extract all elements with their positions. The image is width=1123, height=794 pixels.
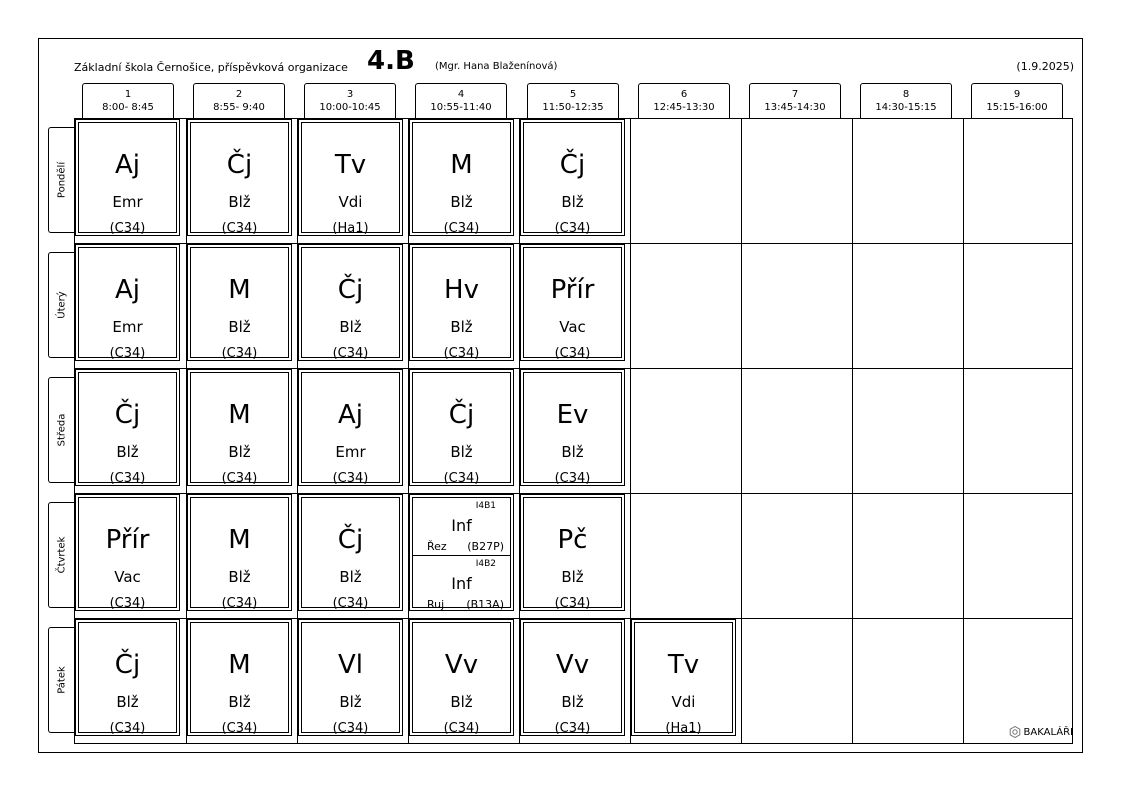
lesson-cell[interactable] [520,119,625,236]
lesson-cell[interactable] [187,369,292,486]
timetable-date: (1.9.2025) [1016,60,1074,73]
room: (Ha1) [332,221,369,236]
lesson-cell[interactable] [75,494,180,611]
lesson-cell[interactable] [298,494,403,611]
teacher: Blž [339,693,362,711]
period-number: 9 [1013,89,1021,100]
teacher: Blž [228,568,251,586]
subject: Inf [451,516,472,535]
grid-column-line [963,118,964,744]
lesson-cell-inner [78,622,177,736]
lesson-cell[interactable] [298,244,403,361]
subject: Vv [555,650,590,680]
lesson-cell-inner [412,372,511,486]
room: (C34) [109,221,146,236]
teacher: Blž [450,193,473,211]
day-name: Středa [56,413,68,447]
class-name: 4.B [367,46,415,76]
room: (C34) [221,721,258,736]
subject: Tv [334,150,367,180]
lesson-cell[interactable] [520,619,625,736]
period-number: 6 [680,89,688,100]
grid-column-line [852,118,853,744]
lesson-cell[interactable] [187,119,292,236]
teacher: Emr [112,193,143,211]
period-number: 3 [346,89,354,100]
subject: Čj [114,650,141,680]
lesson-cell-inner [301,122,400,236]
teacher: Blž [228,193,251,211]
subject: Aj [114,150,140,180]
teacher: Řez [427,540,447,553]
lesson-cell-inner [190,622,289,736]
lesson-cell[interactable] [75,244,180,361]
period-time: 8:00- 8:45 [102,102,154,113]
room: (C34) [443,221,480,236]
lesson-cell[interactable] [409,244,514,361]
grid-column-line [741,118,742,744]
period-header-1 [82,83,174,118]
day-label-5 [48,627,75,733]
subject: M [228,400,251,430]
subject: Tv [667,650,700,680]
lesson-cell-inner [412,622,511,736]
teacher: Blž [450,443,473,461]
lesson-cell-inner [301,372,400,486]
room: (C34) [443,346,480,361]
group-name: I4B1 [475,501,496,511]
room: (C34) [443,471,480,486]
subject: Přír [550,275,595,305]
teacher: Ruj [427,598,445,611]
room: (C34) [554,721,591,736]
lesson-cell[interactable] [187,244,292,361]
teacher: Blž [450,318,473,336]
subject: M [450,150,473,180]
lesson-cell-inner [190,497,289,611]
teacher: Blž [561,693,584,711]
room: (C34) [221,596,258,611]
teacher: Vdi [338,193,363,211]
bakalari-logo [1009,726,1073,738]
group-lesson [413,556,510,613]
logo-text: BAKALÁŘI [1023,726,1073,738]
day-name: Čtvrtek [56,536,68,574]
subject: Čj [226,150,253,180]
room: (C34) [221,471,258,486]
subject: Inf [451,574,472,593]
lesson-cell-inner [523,622,622,736]
lesson-cell-inner [301,247,400,361]
room: (C34) [221,221,258,236]
subject: Vl [337,650,363,680]
lesson-cell-inner [523,247,622,361]
subject: Čj [448,400,475,430]
room: (B13A) [466,598,504,611]
lesson-cell[interactable] [409,494,514,611]
lesson-cell[interactable] [298,119,403,236]
day-name: Úterý [56,291,68,319]
lesson-cell-inner [412,497,511,611]
lesson-cell[interactable] [75,619,180,736]
lesson-cell-inner [301,497,400,611]
room: (C34) [554,596,591,611]
subject: Přír [105,525,150,555]
lesson-cell[interactable] [409,619,514,736]
subject: Pč [557,525,588,555]
teacher: Blž [561,193,584,211]
room: (B27P) [467,540,504,553]
period-time: 10:00-10:45 [319,102,381,113]
lesson-cell[interactable] [187,494,292,611]
period-time: 15:15-16:00 [986,102,1048,113]
lesson-cell-inner [78,247,177,361]
period-time: 11:50-12:35 [542,102,604,113]
room: (C34) [221,346,258,361]
teacher: Vdi [671,693,696,711]
period-time: 8:55- 9:40 [213,102,265,113]
subject: Čj [559,150,586,180]
period-number: 2 [235,89,243,100]
group-lesson [413,498,510,556]
lesson-cell-inner [634,622,733,736]
group-name: I4B2 [475,559,496,569]
room: (C34) [554,346,591,361]
period-number: 5 [569,89,577,100]
gear-icon [1009,726,1021,738]
teacher: Emr [335,443,366,461]
period-header-2 [193,83,285,118]
teacher: Blž [228,443,251,461]
teacher: Vac [114,568,141,586]
period-time: 13:45-14:30 [764,102,826,113]
day-name: Pátek [56,666,68,694]
subject: Čj [114,400,141,430]
lesson-cell[interactable] [298,369,403,486]
period-number: 4 [457,89,465,100]
subject: M [228,650,251,680]
room: (C34) [554,221,591,236]
room: (C34) [332,721,369,736]
room: (C34) [109,346,146,361]
lesson-cell-inner [78,122,177,236]
lesson-cell[interactable] [75,369,180,486]
lesson-cell[interactable] [409,369,514,486]
teacher: Blž [561,443,584,461]
subject: Hv [444,275,479,305]
lesson-cell-inner [78,372,177,486]
teacher: Blž [561,568,584,586]
teacher: Blž [339,568,362,586]
lesson-cell[interactable] [520,494,625,611]
subject: M [228,525,251,555]
period-header-6 [638,83,730,118]
lesson-cell[interactable] [520,244,625,361]
room: (C34) [109,721,146,736]
lesson-cell[interactable] [631,619,736,736]
teacher: Blž [339,318,362,336]
lesson-cell-inner [78,497,177,611]
lesson-cell[interactable] [187,619,292,736]
subject: Ev [556,400,589,430]
day-label-3 [48,377,75,483]
room: (C34) [332,471,369,486]
lesson-cell-inner [301,622,400,736]
class-teacher: (Mgr. Hana Blaženínová) [435,61,558,72]
room: (C34) [332,346,369,361]
lesson-cell-inner [190,122,289,236]
period-time: 14:30-15:15 [875,102,937,113]
lesson-cell-inner [523,372,622,486]
room: (C34) [443,721,480,736]
period-header-9 [971,83,1063,118]
subject: Aj [337,400,363,430]
day-label-2 [48,252,75,358]
period-number: 1 [124,89,132,100]
room: (C34) [332,596,369,611]
teacher: Blž [228,693,251,711]
lesson-cell-inner [190,372,289,486]
lesson-cell[interactable] [409,119,514,236]
period-header-8 [860,83,952,118]
room: (C34) [109,471,146,486]
teacher: Emr [112,318,143,336]
period-header-5 [527,83,619,118]
subject: Čj [337,525,364,555]
lesson-cell[interactable] [75,119,180,236]
period-number: 7 [791,89,799,100]
teacher: Blž [116,693,139,711]
day-label-4 [48,502,75,608]
subject: Čj [337,275,364,305]
teacher: Blž [228,318,251,336]
lesson-cell[interactable] [520,369,625,486]
room: (C34) [554,471,591,486]
lesson-cell[interactable] [298,619,403,736]
period-number: 8 [902,89,910,100]
day-name: Pondělí [56,161,68,199]
lesson-cell-inner [412,122,511,236]
teacher: Blž [116,443,139,461]
room: (C34) [109,596,146,611]
lesson-cell-inner [412,247,511,361]
subject: M [228,275,251,305]
lesson-cell-inner [523,497,622,611]
subject: Aj [114,275,140,305]
period-time: 12:45-13:30 [653,102,715,113]
period-header-3 [304,83,396,118]
period-time: 10:55-11:40 [430,102,492,113]
lesson-cell-inner [523,122,622,236]
period-header-4 [415,83,507,118]
teacher: Vac [559,318,586,336]
room: (Ha1) [665,721,702,736]
school-name: Základní škola Černošice, příspěvková organizace [74,61,348,74]
day-label-1 [48,127,75,233]
period-header-7 [749,83,841,118]
subject: Vv [444,650,479,680]
lesson-cell-inner [190,247,289,361]
teacher: Blž [450,693,473,711]
